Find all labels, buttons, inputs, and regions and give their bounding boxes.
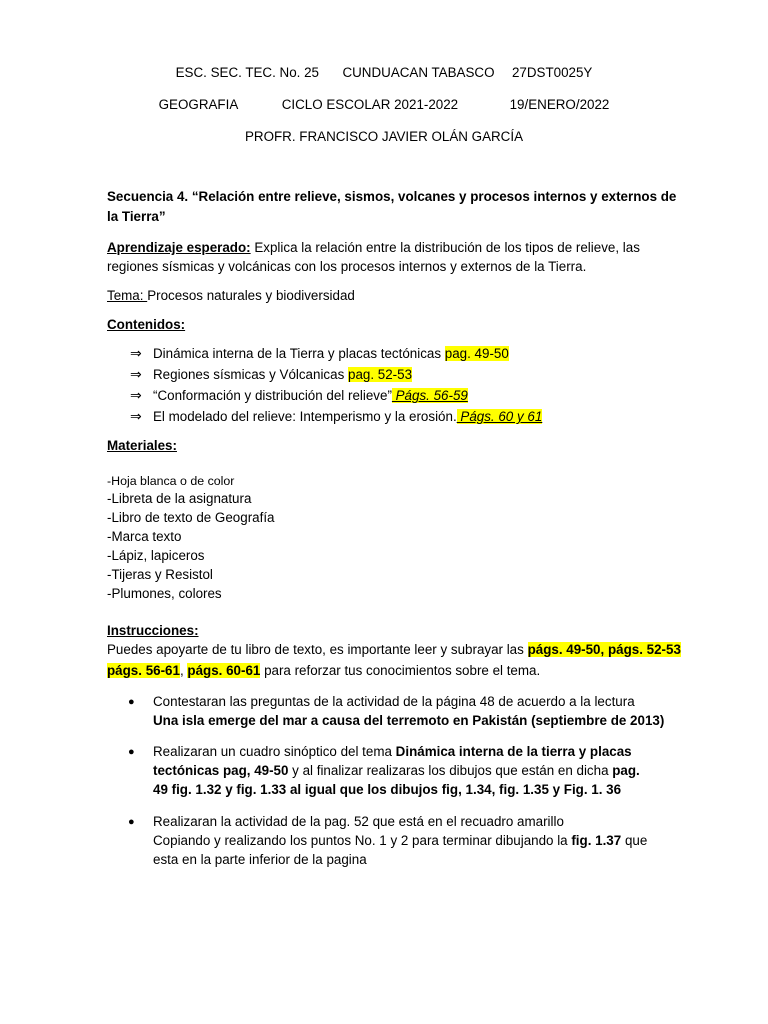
- instrucciones-text: Puedes apoyarte de tu libro de texto, es importante leer y subrayar las: [107, 642, 528, 657]
- arrow-icon: ⇒: [130, 388, 142, 404]
- document-date: 19/ENERO/2022: [509, 97, 610, 112]
- tema-text: Procesos naturales y biodiversidad: [147, 288, 355, 303]
- school-city: CUNDUACAN TABASCO: [342, 65, 495, 80]
- activity-text: y al finalizar realizaras los dibujos que están en dicha: [288, 763, 613, 778]
- arrow-icon: ⇒: [130, 409, 142, 425]
- activity-text: Contestaran las preguntas de la actividad de la página 48 de acuerdo a la lectura: [153, 694, 635, 709]
- instrucciones-line-2: [107, 662, 540, 680]
- sequence-title-line-2: la Tierra”: [107, 209, 166, 224]
- sequence-title-line-1: Secuencia 4. “Relación entre relieve, sismos, volcanes y procesos internos y externos de: [107, 189, 677, 204]
- instrucciones-text: para reforzar tus conocimientos sobre el tema.: [260, 663, 541, 678]
- aprendizaje-line-1: [107, 239, 640, 257]
- aprendizaje-text-1: Explica la relación entre la distribución de los tipos de relieve, las: [250, 240, 640, 255]
- subject-name: GEOGRAFIA: [158, 97, 239, 112]
- contenido-text: El modelado del relieve: Intemperismo y la erosión.: [153, 409, 457, 424]
- activity-topic: Dinámica interna de la tierra y placas: [395, 744, 632, 759]
- instrucciones-pages-highlight: págs. 56-61: [107, 663, 180, 678]
- materiales-label: Materiales:: [107, 438, 177, 453]
- school-code: 27DST0025Y: [511, 65, 593, 80]
- instrucciones-pages-highlight: págs. 60-61: [187, 663, 261, 678]
- activity-line: [153, 832, 647, 850]
- contenido-text: Dinámica interna de la Tierra y placas tectónicas: [153, 346, 445, 361]
- activity-text: Realizaran un cuadro sinóptico del tema: [153, 744, 396, 759]
- activity-text: Realizaran la actividad de la pag. 52 que está en el recuadro amarillo: [153, 814, 564, 829]
- activity-text: Copiando y realizando los puntos No. 1 y 2 para terminar dibujando la: [153, 833, 572, 848]
- material-item: -Plumones, colores: [107, 586, 222, 601]
- header-line-subject: [0, 96, 768, 114]
- material-item: -Lápiz, lapiceros: [107, 548, 205, 563]
- activity-figures: 49 fig. 1.32 y fig. 1.33 al igual que los dibujos fig, 1.34, fig. 1.35 y Fig. 1. 36: [153, 782, 622, 797]
- header-line-school: [0, 64, 768, 82]
- aprendizaje-text-2: regiones sísmicas y volcánicas con los procesos internos y externos de la Tierra.: [107, 259, 587, 274]
- material-item: -Tijeras y Resistol: [107, 567, 213, 582]
- arrow-icon: ⇒: [130, 367, 142, 383]
- contenido-pages: pag. 52-53: [348, 367, 413, 382]
- bullet-icon: ●: [128, 696, 135, 708]
- school-cycle: CICLO ESCOLAR 2021-2022: [281, 97, 459, 112]
- instrucciones-separator: ,: [179, 663, 188, 678]
- activity-figure-ref: fig. 1.37: [571, 833, 622, 848]
- tema-line: [107, 287, 355, 305]
- arrow-icon: ⇒: [130, 346, 142, 362]
- activity-text: esta en la parte inferior de la pagina: [153, 852, 367, 867]
- material-item: -Hoja blanca o de color: [107, 474, 235, 488]
- instrucciones-line-1: [107, 641, 681, 659]
- bullet-icon: ●: [128, 816, 135, 828]
- teacher-name: PROFR. FRANCISCO JAVIER OLÁN GARCÍA: [244, 129, 524, 144]
- contenidos-label: Contenidos:: [107, 317, 186, 332]
- material-item: -Libro de texto de Geografía: [107, 510, 275, 525]
- instrucciones-pages-highlight: págs. 49-50, págs. 52-53: [527, 642, 681, 657]
- material-item: -Marca texto: [107, 529, 182, 544]
- instrucciones-label: Instrucciones:: [107, 623, 199, 638]
- activity-topic: tectónicas pag, 49-50: [153, 763, 289, 778]
- contenido-pages: Págs. 60 y 61: [456, 409, 543, 424]
- activity-line: [153, 762, 640, 780]
- activity-text: que: [621, 833, 648, 848]
- bullet-icon: ●: [128, 746, 135, 758]
- material-item: -Libreta de la asignatura: [107, 491, 252, 506]
- contenido-text: “Conformación y distribución del relieve”: [153, 388, 392, 403]
- tema-label: Tema:: [107, 288, 148, 303]
- contenido-pages: pag. 49-50: [444, 346, 509, 361]
- activity-page-ref: pag.: [612, 763, 640, 778]
- contenido-pages: Págs. 56-59: [391, 388, 468, 403]
- school-name: ESC. SEC. TEC. No. 25: [175, 65, 319, 80]
- aprendizaje-label: Aprendizaje esperado:: [107, 240, 251, 255]
- activity-reading-title: Una isla emerge del mar a causa del terremoto en Pakistán (septiembre de 2013): [153, 713, 665, 728]
- contenido-text: Regiones sísmicas y Vólcanicas: [153, 367, 348, 382]
